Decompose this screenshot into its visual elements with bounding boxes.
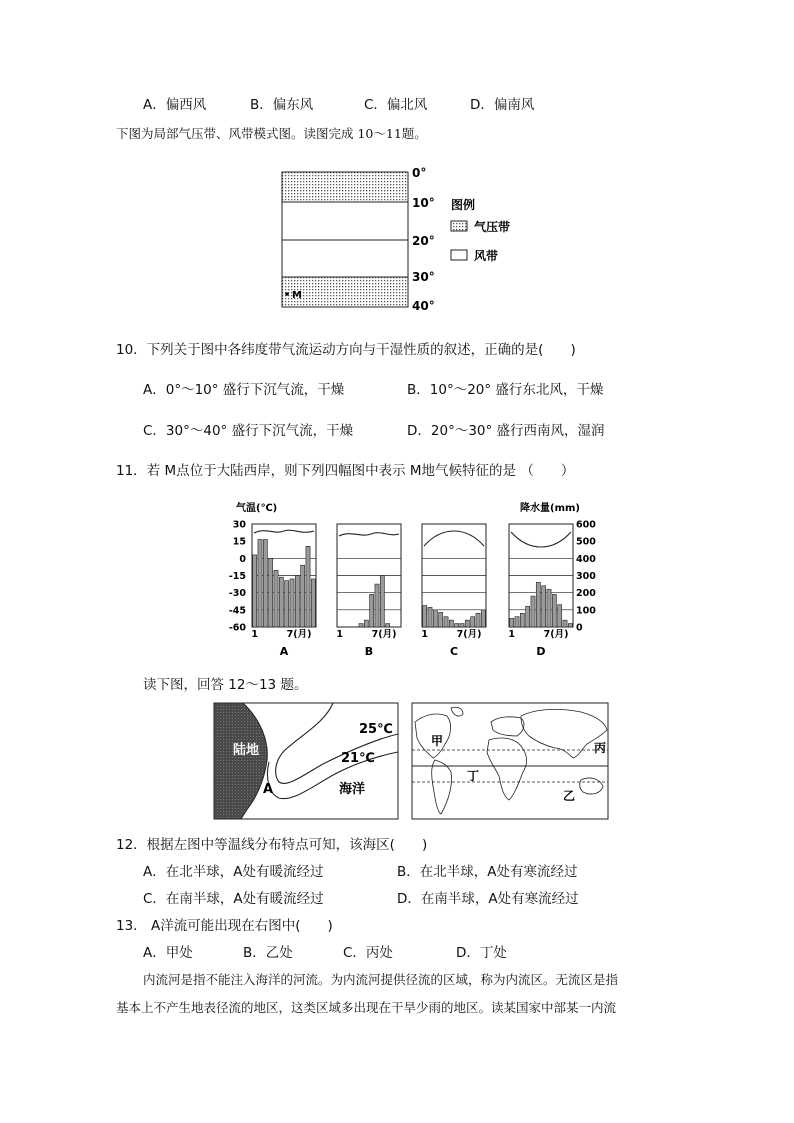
wind-belt-20-30: [282, 240, 408, 277]
lat-label-40: 40°: [412, 299, 435, 313]
label-jia: 甲: [431, 734, 444, 748]
precip-bar: [423, 606, 427, 627]
precip-bar: [290, 579, 294, 627]
isotherm-map: [213, 702, 399, 820]
q13-option-c: C．丙处: [343, 945, 393, 961]
lat-label-10: 10°: [412, 196, 435, 210]
precip-tick-label: 100: [576, 605, 596, 617]
precip-bar: [444, 617, 448, 627]
precip-bar: [465, 620, 469, 627]
legend-swatch-pressure: [451, 221, 467, 231]
climate-chart-a: [251, 524, 316, 658]
precip-bar: [476, 613, 480, 627]
q10-option-d: D．20°～30° 盛行西南风，湿润: [407, 423, 605, 439]
q11-stem: 11．若 M点位于大陆西岸，则下列四幅图中表示 M地气候特征的是 （ ）: [116, 463, 575, 479]
precip-bar: [269, 558, 273, 627]
climate-chart-b: [336, 524, 401, 658]
iso-label-21: 21℃: [341, 751, 375, 766]
temp-tick-label: -15: [228, 571, 246, 582]
precip-bar: [428, 607, 432, 627]
land-label: 陆地: [233, 743, 260, 758]
q13-option-a: A．甲处: [143, 945, 193, 961]
q10-option-c: C．30°～40° 盛行下沉气流，干燥: [143, 423, 354, 439]
precip-bar: [536, 582, 540, 627]
label-ding: 丁: [467, 769, 480, 783]
temp-tick-label: 30: [232, 519, 246, 531]
temp-tick-label: -30: [228, 588, 246, 600]
precip-tick-label: 0: [576, 622, 583, 634]
lat-label-0: 0°: [412, 166, 427, 180]
q12-stem: 12．根据左图中等温线分布特点可知，该海区( ): [116, 837, 428, 853]
precip-bar: [433, 610, 437, 627]
label-yi: 乙: [563, 789, 576, 803]
precip-bar: [515, 617, 519, 627]
precip-bar: [285, 581, 289, 627]
temp-axis-title: 气温(℃): [236, 503, 278, 514]
q12-option-d: D．在南半球，A处有寒流经过: [397, 891, 579, 907]
precip-bar: [364, 620, 368, 627]
precip-bar: [510, 618, 514, 627]
precip-bar: [552, 594, 556, 627]
precip-bar: [370, 594, 374, 627]
pressure-belt-0-10: [282, 172, 408, 202]
temp-tick-label: 0: [239, 553, 246, 565]
wind-belt-10-20: [282, 202, 408, 240]
panel-label: A: [279, 645, 289, 658]
panel-label: C: [449, 645, 459, 658]
q9-option-d: D．偏南风: [470, 97, 535, 113]
precip-bar: [563, 620, 567, 627]
legend-label-wind: 风带: [474, 249, 499, 263]
point-m: [285, 292, 289, 296]
precip-tick-label: 200: [576, 588, 596, 600]
x-tick-label: 7(月): [286, 629, 312, 640]
precip-bar: [274, 570, 278, 627]
precip-bar: [306, 546, 310, 627]
x-tick-label: 7(月): [456, 629, 482, 640]
precip-bar: [386, 624, 390, 627]
belt-diagram: [270, 160, 530, 320]
precip-tick-label: 400: [576, 553, 596, 565]
precip-bar: [568, 624, 572, 627]
climate-charts: [224, 495, 614, 663]
q12-option-c: C．在南半球，A处有暖流经过: [143, 891, 324, 907]
x-tick-label: 1: [336, 629, 343, 640]
precip-bar: [301, 565, 305, 627]
precip-bar: [531, 596, 535, 627]
precip-tick-label: 600: [576, 519, 596, 531]
panel-label: D: [536, 645, 546, 658]
x-tick-label: 7(月): [371, 629, 397, 640]
lat-label-30: 30°: [412, 270, 435, 284]
temp-tick-label: -45: [228, 605, 246, 617]
q13-option-b: B．乙处: [243, 945, 293, 961]
temp-tick-label: 15: [232, 536, 246, 548]
precip-bar: [380, 576, 384, 628]
precip-bar: [311, 579, 315, 627]
lat-label-20: 20°: [412, 234, 435, 248]
q9-option-a: A．偏西风: [143, 97, 207, 113]
precip-bar: [279, 577, 283, 627]
q9-option-c: C．偏北风: [364, 97, 428, 113]
q13-stem: 13． A洋流可能出现在右图中( ): [116, 918, 333, 934]
precip-bar: [460, 624, 464, 627]
q12-option-b: B．在北半球，A处有寒流经过: [397, 864, 578, 880]
precip-bar: [263, 539, 267, 627]
legend-title: 图例: [451, 198, 476, 212]
precip-tick-label: 300: [576, 571, 596, 582]
passage-line-2: 基本上不产生地表径流的地区，这类区域多出现在干旱少雨的地区。读某国家中部某一内流: [116, 1000, 617, 1015]
world-map: [411, 702, 609, 820]
precip-bar: [375, 584, 379, 627]
point-m-label: M: [292, 290, 302, 301]
legend-label-pressure: 气压带: [474, 220, 511, 234]
climate-chart-d: [508, 524, 573, 658]
precip-bar: [455, 624, 459, 627]
x-tick-label: 1: [508, 629, 515, 640]
precip-bar: [481, 610, 485, 627]
precip-bar: [542, 586, 546, 627]
x-tick-label: 1: [421, 629, 428, 640]
precip-bar: [359, 624, 363, 627]
precip-bar: [558, 605, 562, 627]
intro-10-11: 下图为局部气压带、风带模式图。读图完成 10～11题。: [116, 126, 427, 141]
q13-option-d: D．丁处: [456, 945, 507, 961]
panel-label: B: [364, 645, 374, 658]
point-a-label: A: [263, 782, 274, 797]
legend-swatch-wind: [451, 250, 467, 260]
q9-option-b: B．偏东风: [250, 97, 314, 113]
q10-option-a: A．0°～10° 盛行下沉气流，干燥: [143, 382, 345, 398]
x-tick-label: 1: [251, 629, 258, 640]
iso-label-25: 25℃: [359, 722, 393, 737]
precip-axis-title: 降水量(mm): [520, 503, 580, 514]
precip-bar: [471, 617, 475, 627]
x-tick-label: 7(月): [543, 629, 569, 640]
precip-tick-label: 500: [576, 536, 596, 548]
precip-bar: [547, 589, 551, 627]
precip-bar: [253, 555, 257, 627]
precip-bar: [449, 620, 453, 627]
temp-tick-label: -60: [228, 622, 246, 634]
q12-option-a: A．在北半球，A处有暖流经过: [143, 864, 324, 880]
intro-12-13: 读下图，回答 12～13 题。: [143, 677, 308, 693]
precip-bar: [295, 576, 299, 628]
sea-label: 海洋: [339, 782, 366, 797]
q10-option-b: B．10°～20° 盛行东北风，干燥: [407, 382, 604, 398]
q10-stem: 10．下列关于图中各纬度带气流运动方向与干湿性质的叙述，正确的是( ): [116, 342, 576, 358]
climate-chart-c: [421, 524, 486, 658]
precip-bar: [439, 612, 443, 627]
precip-bar: [258, 539, 262, 627]
precip-bar: [520, 613, 524, 627]
label-bing: 丙: [594, 741, 607, 755]
passage-line-1: 内流河是指不能注入海洋的河流。为内流河提供径流的区域，称为内流区。无流区是指: [143, 972, 619, 987]
precip-bar: [526, 606, 530, 627]
